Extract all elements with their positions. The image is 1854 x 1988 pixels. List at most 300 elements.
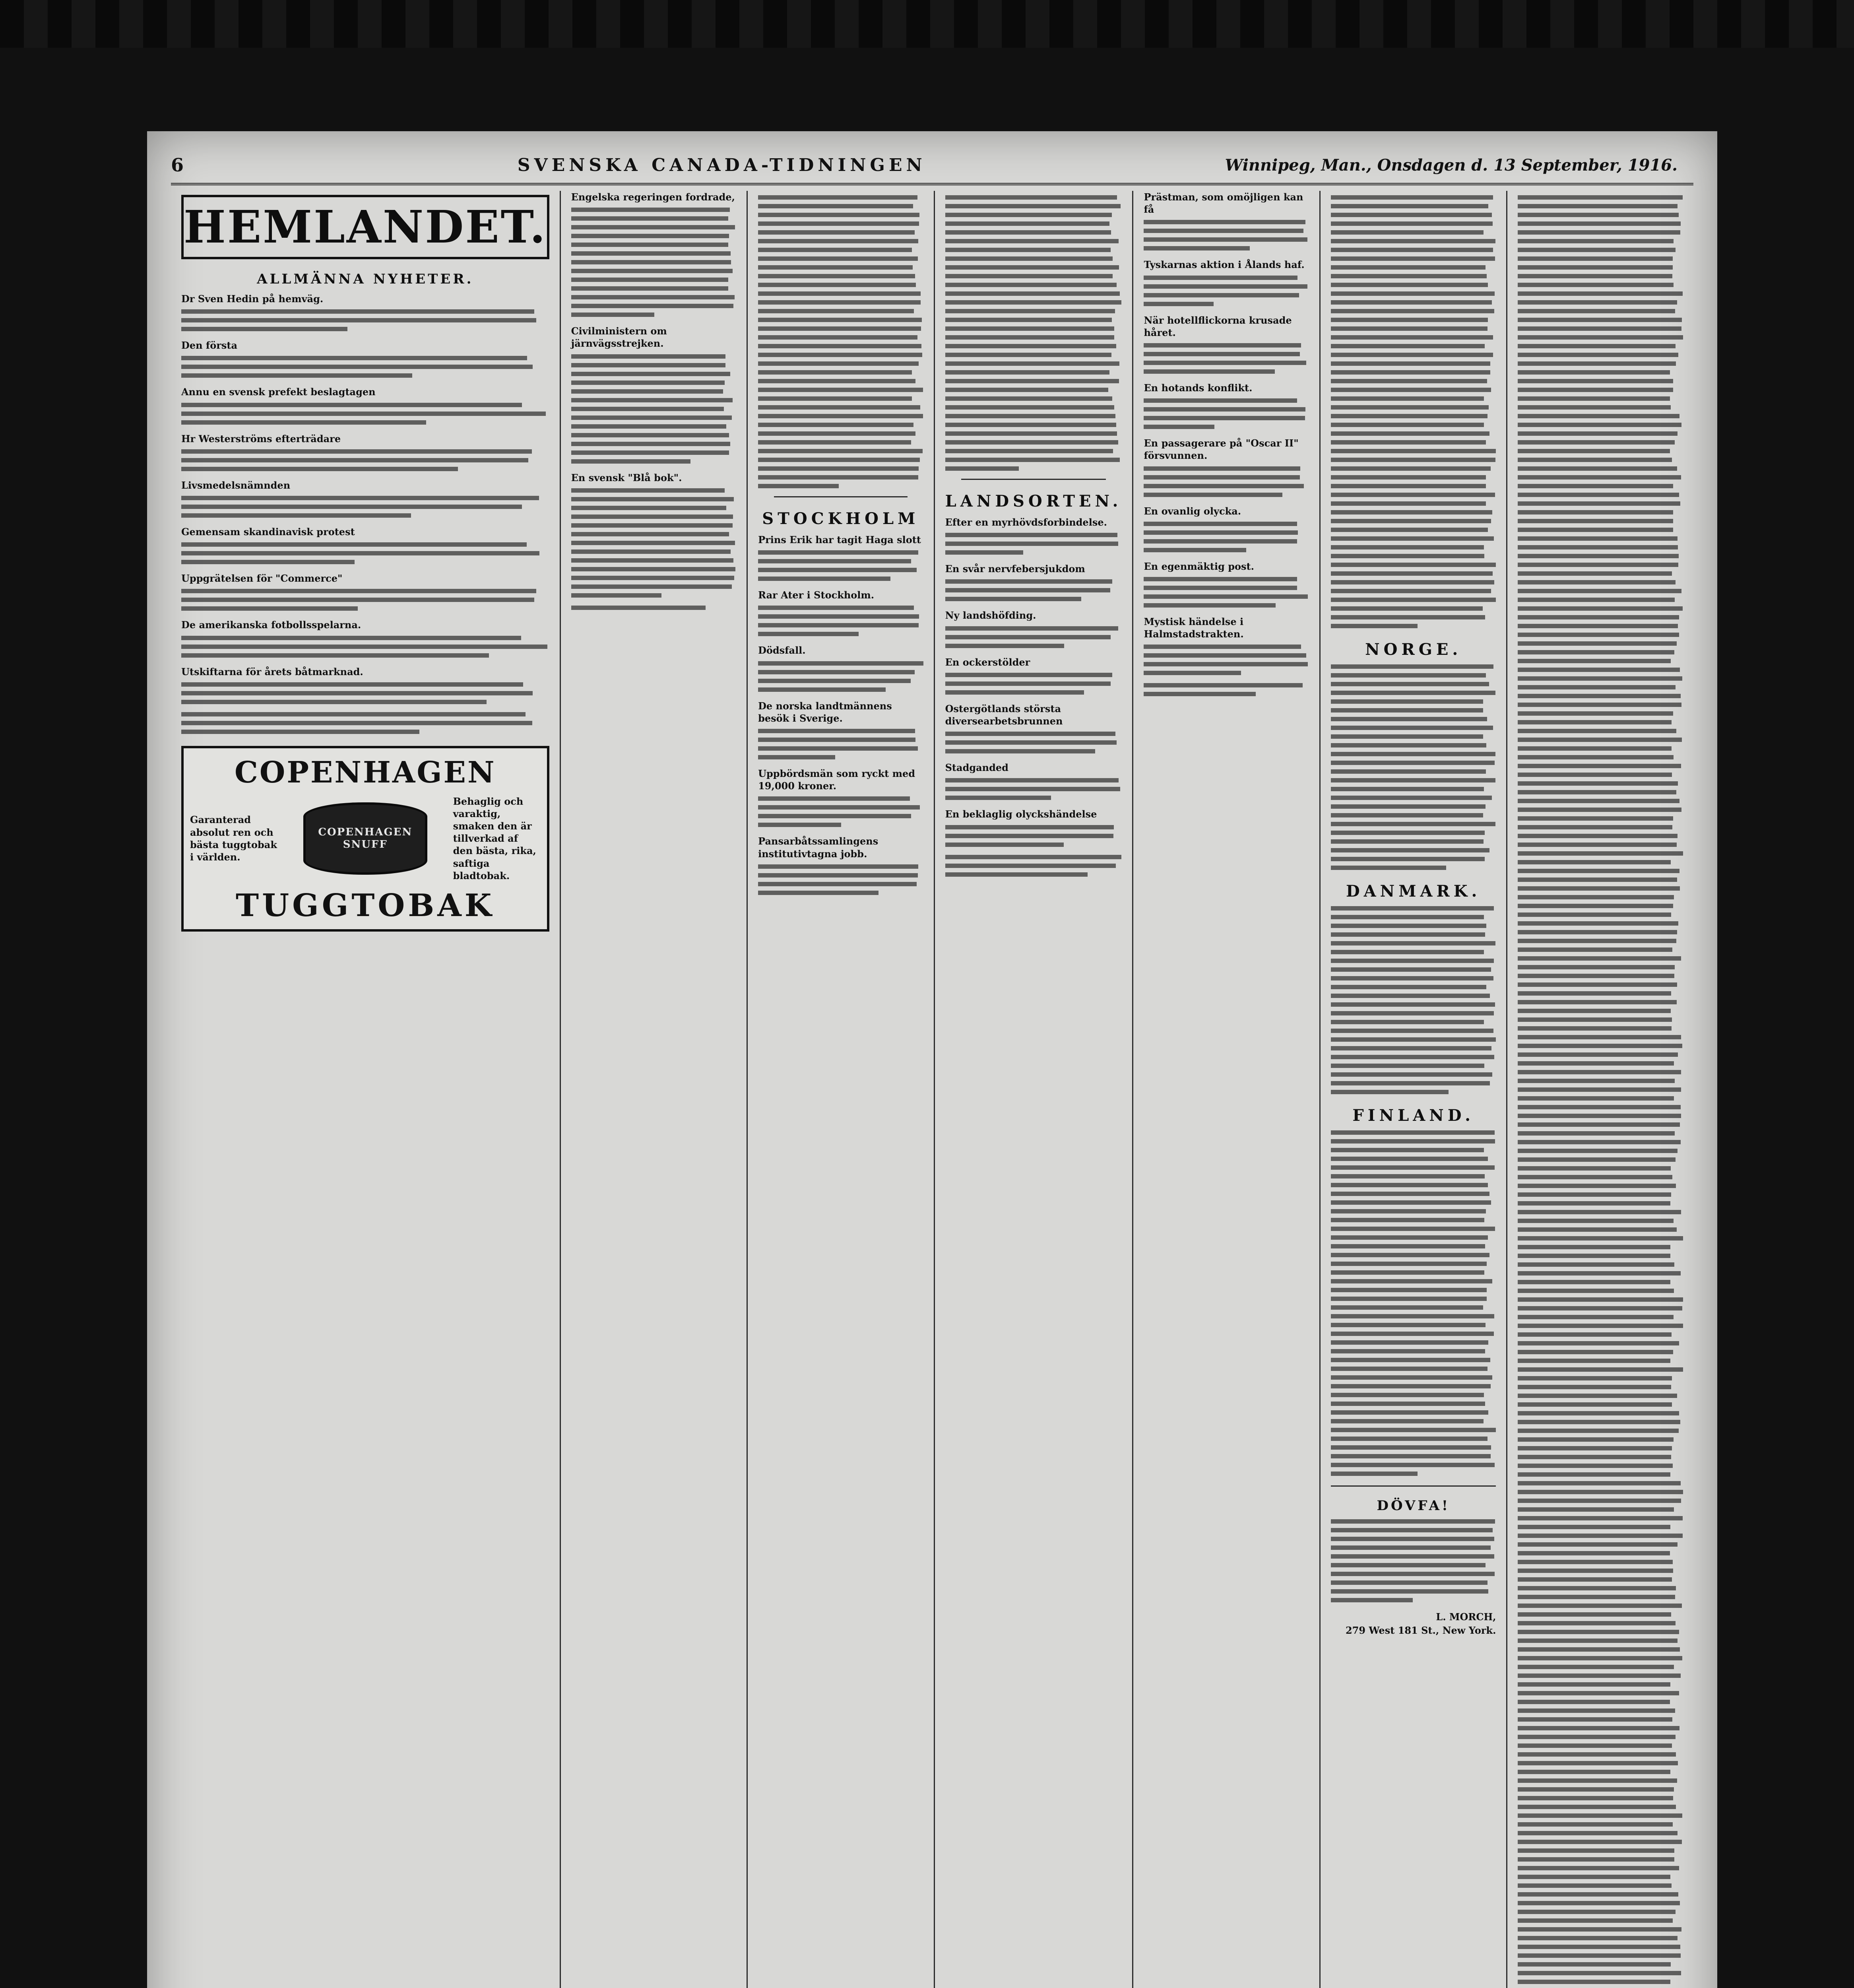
- text-line: [1518, 1813, 1682, 1818]
- text-line: [571, 363, 726, 367]
- text-line: [1518, 1875, 1670, 1879]
- text-line: [1518, 291, 1682, 296]
- text-line: [1331, 598, 1496, 602]
- place-date: Winnipeg, Man., Onsdagen d. 13 September, 1916.: [1225, 155, 1678, 175]
- text-line: [1331, 379, 1487, 383]
- text-line: [1144, 653, 1306, 658]
- text-line: [1518, 1717, 1672, 1722]
- text-line: [181, 606, 358, 611]
- text-line: [571, 497, 734, 501]
- text-line: [571, 433, 729, 437]
- text-line: [945, 579, 1113, 584]
- text-line: [758, 484, 839, 488]
- text-line: [1331, 388, 1491, 392]
- text-line: [758, 475, 918, 480]
- text-line: [1331, 664, 1493, 669]
- text-line: [1331, 1589, 1488, 1594]
- text-line: [1518, 869, 1679, 873]
- text-line: [1331, 414, 1487, 418]
- text-line: [1518, 1743, 1672, 1748]
- text-line: [1331, 1323, 1486, 1327]
- text-line: [1518, 895, 1674, 899]
- text-line: [1518, 1079, 1674, 1083]
- text-line: [1331, 1288, 1487, 1292]
- text-line: [1518, 1691, 1679, 1695]
- text-line: [1144, 539, 1297, 544]
- text-line: [1331, 994, 1490, 998]
- text-line: [1518, 1315, 1674, 1319]
- text-line: [758, 379, 915, 383]
- text-line: [1144, 276, 1297, 280]
- text-line: [1518, 1350, 1673, 1354]
- article-lead: En ockerstölder: [945, 656, 1030, 668]
- article-lead: Livsmedelsnämnden: [181, 479, 291, 491]
- text-line: [1331, 589, 1491, 593]
- text-line: [1518, 528, 1673, 532]
- text-line: [1331, 1235, 1488, 1240]
- text-line: [1518, 440, 1674, 445]
- text-line: [1331, 761, 1495, 765]
- text-line: [181, 542, 527, 547]
- article-lead: Civilministern om järnvägsstrejken.: [571, 325, 667, 349]
- text-line: [1331, 976, 1493, 980]
- text-line: [758, 814, 911, 818]
- text-line: [571, 372, 730, 376]
- text-line: [1518, 1796, 1673, 1800]
- text-line: [571, 459, 691, 464]
- article-flow: [1331, 1519, 1496, 1602]
- text-line: [758, 326, 921, 331]
- text-line: [1331, 848, 1489, 852]
- text-line: [945, 300, 1121, 305]
- text-line: [945, 431, 1117, 436]
- text-line: [1518, 912, 1671, 917]
- text-line: [1331, 1072, 1492, 1077]
- text-line: [1518, 230, 1680, 235]
- text-line: [1331, 1055, 1494, 1059]
- ad-title: COPENHAGEN: [234, 755, 496, 790]
- text-line: [1144, 284, 1307, 289]
- text-line: [1331, 195, 1493, 200]
- text-line: [1518, 676, 1682, 681]
- text-line: [758, 213, 919, 217]
- text-line: [1518, 379, 1673, 383]
- article-flow: [1331, 1130, 1496, 1476]
- text-line: [1518, 1149, 1677, 1153]
- article-paragraph: [1144, 615, 1309, 675]
- text-line: [181, 467, 458, 471]
- text-line: [1518, 991, 1671, 996]
- text-line: [181, 318, 536, 322]
- text-line: [1331, 959, 1494, 963]
- article-paragraph: [758, 700, 923, 759]
- text-line: [945, 344, 1116, 348]
- text-line: [758, 891, 879, 895]
- text-line: [945, 414, 1116, 418]
- text-line: [1518, 1245, 1670, 1249]
- text-line: [571, 514, 733, 519]
- text-line: [571, 304, 734, 308]
- text-line: [945, 230, 1111, 235]
- text-line: [1331, 1192, 1489, 1196]
- text-line: [1331, 1002, 1495, 1007]
- text-line: [571, 313, 654, 317]
- text-line: [1518, 1184, 1676, 1188]
- text-line: [758, 414, 923, 418]
- text-line: [1331, 1200, 1491, 1205]
- text-line: [181, 730, 419, 734]
- text-line: [945, 396, 1113, 401]
- text-line: [1331, 932, 1485, 937]
- text-line: [1518, 1411, 1679, 1415]
- article-paragraph: [945, 761, 1122, 800]
- text-line: [1518, 274, 1672, 278]
- text-line: [1331, 1262, 1487, 1266]
- text-line: [945, 533, 1118, 537]
- text-line: [1518, 1936, 1678, 1940]
- text-line: [1518, 1927, 1681, 1932]
- text-line: [1331, 431, 1489, 436]
- text-line: [1331, 519, 1491, 523]
- text-line: [1331, 734, 1483, 739]
- text-line: [758, 550, 918, 555]
- text-line: [571, 606, 706, 610]
- article-paragraph: [945, 855, 1122, 877]
- text-line: [1144, 594, 1308, 599]
- article-lead: Ostergötlands största diversearbetsbrunnen: [945, 703, 1063, 727]
- article-flow: [1331, 195, 1496, 628]
- article-flow: [571, 191, 737, 610]
- text-line: [1518, 1953, 1681, 1958]
- notice-dovfa: [1331, 1485, 1496, 1637]
- article-lead: En svår nervfebersjukdom: [945, 563, 1085, 575]
- tin-brand: COPENHAGEN: [318, 826, 413, 838]
- text-line: [571, 216, 728, 221]
- text-line: [1331, 813, 1483, 817]
- text-line: [181, 636, 521, 640]
- text-line: [181, 560, 355, 564]
- text-line: [1144, 352, 1299, 356]
- text-line: [571, 442, 731, 446]
- text-line: [181, 373, 412, 378]
- article-lead: Prins Erik har tagit Haga slott: [758, 534, 921, 546]
- article-paragraph: [181, 619, 549, 657]
- article-paragraph: [1144, 382, 1309, 429]
- text-line: [1331, 1428, 1496, 1432]
- text-line: [758, 291, 921, 296]
- text-line: [1331, 344, 1485, 348]
- text-line: [1331, 1419, 1484, 1423]
- text-line: [1331, 831, 1485, 835]
- text-line: [1518, 361, 1676, 366]
- text-line: [1518, 1577, 1672, 1582]
- article-lead: Prästman, som omöjligen kan få: [1144, 191, 1303, 215]
- text-line: [571, 389, 723, 394]
- text-line: [945, 740, 1117, 745]
- text-line: [1518, 947, 1672, 952]
- text-line: [1518, 1490, 1683, 1494]
- text-line: [1331, 1279, 1492, 1283]
- article-paragraph: [758, 534, 923, 581]
- text-line: [181, 598, 534, 602]
- text-line: [1518, 563, 1678, 567]
- text-line: [1518, 414, 1679, 418]
- article-lead: Pansarbåtssamlingens institutivtagna jobb.: [758, 835, 879, 860]
- text-line: [1518, 1367, 1683, 1372]
- film-edge-top: [0, 0, 1854, 48]
- text-line: [1331, 1410, 1488, 1415]
- text-line: [1518, 554, 1678, 558]
- text-line: [1518, 1455, 1671, 1459]
- text-line: [758, 577, 890, 581]
- text-line: [1331, 265, 1486, 270]
- article-paragraph: [945, 563, 1122, 601]
- text-line: [1331, 787, 1484, 791]
- text-line: [1518, 1262, 1674, 1267]
- text-line: [1518, 1639, 1678, 1643]
- text-line: [1518, 344, 1676, 348]
- text-line: [1331, 274, 1487, 278]
- text-line: [1144, 662, 1308, 666]
- text-line: [1331, 1253, 1489, 1257]
- text-line: [1518, 1787, 1674, 1792]
- ad-left-text: Garanterad absolut ren och bästa tuggtobak i världen.: [190, 814, 277, 863]
- text-line: [945, 423, 1116, 427]
- text-line: [1518, 720, 1672, 724]
- text-line: [1331, 941, 1495, 945]
- article-lead: En ovanlig olycka.: [1144, 505, 1241, 517]
- text-line: [758, 729, 915, 733]
- text-line: [571, 251, 731, 256]
- text-line: [758, 670, 915, 674]
- text-line: [758, 873, 918, 878]
- text-line: [1518, 265, 1673, 270]
- text-line: [945, 440, 1118, 445]
- article-lead: Annu en svensk prefekt beslagtagen: [181, 386, 376, 398]
- text-line: [1518, 1157, 1676, 1162]
- text-line: [1518, 860, 1670, 864]
- text-line: [1331, 673, 1486, 678]
- article-lead: De amerikanska fotbollsspelarna.: [181, 619, 361, 631]
- text-line: [1331, 1046, 1491, 1050]
- text-line: [1331, 1165, 1495, 1170]
- text-line: [1518, 1621, 1676, 1625]
- text-line: [1518, 1507, 1674, 1512]
- text-line: [1331, 475, 1486, 480]
- text-line: [1331, 300, 1492, 305]
- text-line: [1331, 1402, 1485, 1406]
- text-line: [945, 195, 1117, 200]
- article-paragraph: [1144, 505, 1309, 552]
- text-line: [1518, 685, 1675, 689]
- article-paragraph: [181, 712, 549, 734]
- text-line: [1518, 641, 1677, 646]
- text-line: [1144, 229, 1303, 233]
- text-line: [1518, 1254, 1670, 1258]
- text-line: [1331, 326, 1487, 331]
- text-line: [1518, 1306, 1682, 1310]
- text-line: [1518, 300, 1677, 305]
- text-line: [1518, 755, 1673, 759]
- column-5: [1132, 191, 1319, 1988]
- article-paragraph: [1331, 906, 1496, 1094]
- text-line: [945, 388, 1109, 392]
- article-flow: [181, 293, 549, 734]
- text-line: [571, 243, 728, 247]
- text-line: [1518, 318, 1681, 322]
- text-line: [945, 550, 1024, 555]
- text-line: [758, 449, 923, 453]
- text-line: [1331, 370, 1490, 375]
- text-line: [181, 513, 411, 518]
- text-line: [758, 283, 916, 287]
- text-line: [1518, 694, 1681, 698]
- article-paragraph: [945, 609, 1122, 648]
- article-flow: [945, 195, 1122, 471]
- text-line: [181, 458, 528, 462]
- text-line: [181, 412, 546, 416]
- text-line: [1518, 580, 1676, 584]
- text-line: [1518, 1070, 1681, 1074]
- text-line: [571, 584, 732, 589]
- text-line: [1144, 466, 1300, 471]
- section-heading-norge: NORGE.: [1365, 640, 1462, 659]
- text-line: [1518, 1665, 1674, 1669]
- text-line: [1331, 804, 1486, 809]
- article-flow: [1331, 664, 1496, 870]
- text-line: [1144, 671, 1241, 675]
- text-line: [1518, 475, 1681, 480]
- text-line: [181, 721, 532, 725]
- text-line: [1518, 1857, 1674, 1862]
- text-line: [1518, 1735, 1676, 1739]
- text-line: [571, 295, 735, 299]
- text-line: [1518, 1595, 1675, 1599]
- text-line: [1518, 659, 1670, 663]
- text-line: [1518, 1297, 1683, 1302]
- text-line: [1518, 1044, 1682, 1048]
- text-line: [758, 614, 919, 619]
- text-line: [1518, 353, 1678, 357]
- article-lead: Rar Ater i Stockholm.: [758, 589, 875, 601]
- text-line: [945, 597, 1082, 601]
- text-line: [1144, 548, 1246, 552]
- text-line: [181, 691, 533, 695]
- text-line: [945, 796, 1051, 800]
- text-line: [1331, 1174, 1485, 1178]
- text-line: [1144, 683, 1302, 687]
- text-line: [1518, 1883, 1672, 1888]
- article-paragraph: [945, 656, 1122, 695]
- text-line: [571, 450, 729, 455]
- text-line: [571, 398, 733, 402]
- text-line: [1518, 1446, 1672, 1450]
- text-line: [1331, 580, 1494, 584]
- text-line: [945, 265, 1119, 270]
- text-line: [1331, 708, 1483, 712]
- signoff-name: L. MORCH,: [1436, 1611, 1496, 1623]
- text-line: [758, 568, 917, 572]
- text-line: [945, 778, 1119, 782]
- article-paragraph: [181, 526, 549, 564]
- article-paragraph: [1144, 437, 1309, 497]
- text-line: [1518, 571, 1672, 576]
- article-paragraph: [571, 325, 737, 463]
- article-paragraph: [1144, 560, 1309, 608]
- text-line: [1331, 1580, 1487, 1585]
- text-line: [1144, 246, 1249, 250]
- copenhagen-ad: [181, 746, 549, 932]
- text-line: [571, 234, 729, 238]
- text-line: [1518, 1752, 1676, 1757]
- text-line: [1518, 1980, 1670, 1984]
- column-6: [1319, 191, 1507, 1988]
- text-line: [571, 225, 735, 229]
- text-line: [758, 458, 920, 462]
- text-line: [1144, 425, 1214, 429]
- text-line: [571, 523, 733, 528]
- article-lead: Dr Sven Hedin på hemväg.: [181, 293, 324, 305]
- text-line: [1518, 1219, 1674, 1223]
- text-line: [1518, 1289, 1674, 1293]
- text-line: [1518, 974, 1674, 978]
- text-line: [1518, 633, 1679, 637]
- text-line: [1331, 615, 1485, 619]
- text-line: [758, 239, 918, 243]
- text-line: [945, 309, 1115, 313]
- text-line: [1518, 1341, 1679, 1345]
- text-line: [1518, 1114, 1681, 1118]
- column-2: [560, 191, 747, 1988]
- text-line: [758, 466, 919, 471]
- column-4: [934, 191, 1133, 1988]
- text-line: [758, 606, 914, 610]
- text-line: [181, 682, 523, 687]
- article-paragraph: [181, 433, 549, 471]
- text-line: [1331, 248, 1493, 252]
- text-line: [1331, 1090, 1449, 1094]
- text-line: [1518, 615, 1679, 619]
- text-line: [945, 326, 1114, 331]
- text-line: [945, 213, 1112, 217]
- text-line: [1331, 405, 1489, 410]
- text-line: [758, 274, 915, 278]
- article-lead: När hotellflickorna krusade håret.: [1144, 314, 1292, 338]
- notice-signoff: [1331, 1610, 1496, 1637]
- text-line: [1518, 1499, 1681, 1503]
- article-paragraph: [1331, 1519, 1496, 1602]
- text-line: [1518, 1918, 1672, 1923]
- text-line: [1518, 493, 1679, 497]
- text-line: [1518, 423, 1681, 427]
- article-paragraph: [181, 339, 549, 378]
- text-line: [1518, 1201, 1670, 1206]
- article-lead: De norska landtmännens besök i Sverige.: [758, 700, 892, 724]
- text-line: [1518, 746, 1671, 751]
- text-line: [1331, 1305, 1483, 1310]
- text-line: [1331, 1537, 1494, 1541]
- text-line: [1518, 781, 1678, 786]
- text-line: [1331, 1340, 1488, 1345]
- text-line: [1331, 1297, 1487, 1301]
- text-line: [1331, 239, 1495, 243]
- text-line: [1331, 1437, 1487, 1441]
- text-line: [571, 415, 732, 420]
- text-line: [945, 834, 1113, 838]
- masthead: [171, 147, 1693, 185]
- text-line: [1518, 1131, 1674, 1136]
- text-line: [181, 365, 533, 369]
